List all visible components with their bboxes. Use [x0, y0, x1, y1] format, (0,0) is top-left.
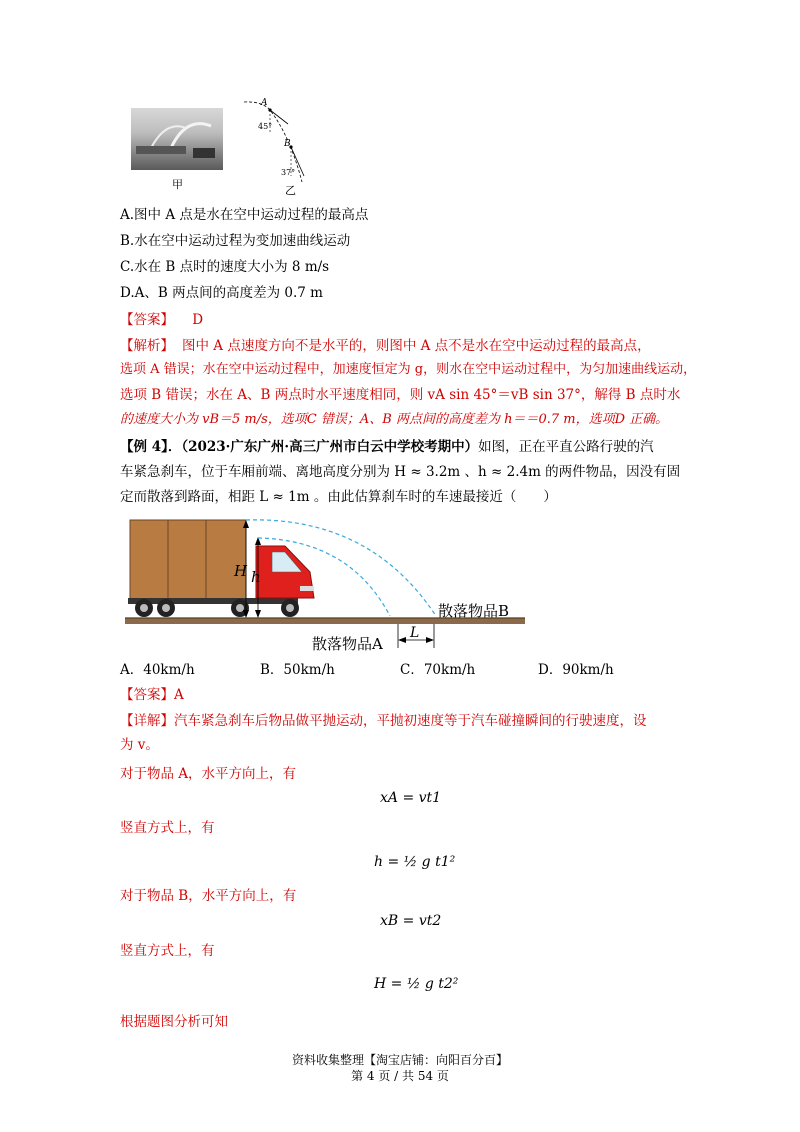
equation-3: xB = vt2 — [380, 913, 442, 929]
option-a-prev: A.图中 A 点是水在空中运动过程的最高点 — [120, 207, 369, 223]
detail-item-b: 对于物品 B，水平方向上，有 — [120, 888, 297, 904]
detail-tag: 【详解】 — [120, 713, 174, 729]
example4-label: 【例 4】． — [120, 439, 182, 455]
label-item-A: 散落物品A — [312, 635, 383, 653]
choice-d: D．90km/h — [538, 662, 614, 678]
answer-prev-tag: 【答案】 — [120, 312, 174, 328]
cargo-box — [130, 520, 246, 600]
example4-line1 — [120, 437, 654, 457]
diagram-label-a: A — [261, 98, 268, 108]
choice-a: A．40km/h — [120, 662, 195, 678]
answer-value: A — [174, 687, 184, 703]
example4-text1: 如图，正在平直公路行驶的汽 — [478, 439, 654, 455]
detail-line1 — [120, 711, 647, 731]
footer-line2: 第 4 页 / 共 54 页 — [351, 1069, 449, 1083]
equation-2: h = ½ g t1² — [374, 854, 456, 870]
detail-conclusion: 根据题图分析可知 — [120, 1014, 228, 1030]
label-item-B: 散落物品B — [438, 602, 510, 620]
label-L: L — [410, 625, 420, 641]
answer-prev-value: D — [192, 312, 204, 328]
equation-1: xA = vt1 — [380, 790, 442, 806]
diagram-label-b: B — [284, 139, 291, 149]
example4-text3: 定而散落到路面，相距 L ≈ 1m 。由此估算刹车时的车速最接近（ ） — [120, 489, 557, 505]
diagram-angle-a: 45° — [258, 122, 273, 131]
detail-text1: 汽车紧急刹车后物品做平抛运动，平抛初速度等于汽车碰撞瞬间的行驶速度，设 — [174, 713, 647, 729]
detail-item-a: 对于物品 A，水平方向上，有 — [120, 766, 297, 782]
example4-source: （2023·广东广州·高三广州市白云中学校考期中） — [181, 439, 479, 455]
analysis-prev-line4: 的速度大小为 vB＝5 m/s，选项C 错误；A、B 两点间的高度差为 h＝＝0.7 m，选项D 正确。 — [120, 412, 669, 427]
option-c-prev: C.水在 B 点时的速度大小为 8 m/s — [120, 259, 330, 275]
label-h: h — [251, 568, 261, 586]
footer-line1: 资料收集整理【淘宝店铺：向阳百分百】 — [291, 1053, 508, 1067]
label-H: H — [234, 562, 248, 580]
trajectory-diagram — [240, 96, 320, 188]
option-b-prev: B.水在空中运动过程为变加速曲线运动 — [120, 233, 351, 249]
detail-vertical-b: 竖直方式上，有 — [120, 943, 215, 959]
choice-c: C．70km/h — [400, 662, 476, 678]
analysis-prev-tag: 【解析】 — [120, 338, 174, 354]
photo-content — [131, 108, 223, 170]
analysis-prev-text1: 图中 A 点速度方向不是水平的，则图中 A 点不是水在空中运动过程的最高点， — [182, 338, 651, 354]
photo-caption: 甲 — [172, 178, 183, 191]
detail-vertical-a: 竖直方式上，有 — [120, 820, 215, 836]
diagram-caption: 乙 — [285, 184, 296, 197]
water-cannon-photo — [131, 108, 223, 170]
truck-chassis — [128, 598, 298, 604]
choice-b: B．50km/h — [260, 662, 335, 678]
option-d-prev: D.A、B 两点间的高度差为 0.7 m — [120, 285, 323, 301]
diagram-angle-b: 37° — [281, 168, 296, 177]
analysis-prev-line1 — [120, 336, 651, 356]
analysis-prev-line2: 选项 A 错误；水在空中运动过程中，加速度恒定为 g，则水在空中运动过程中，为匀加速曲线运动， — [120, 362, 697, 377]
example4-text2: 车紧急刹车，位于车厢前端、离地高度分别为 H ≈ 3.2m 、h ≈ 2.4m 的两件物品，因没有固 — [120, 464, 681, 480]
answer — [120, 685, 184, 705]
detail-line2: 为 v。 — [120, 737, 159, 753]
answer-prev — [120, 310, 203, 330]
analysis-prev-line3: 选项 B 错误；水在 A、B 两点时水平速度相同，则 vA sin 45°＝vB sin 37°，解得 B 点时水 — [120, 387, 681, 403]
equation-4: H = ½ g t2² — [374, 976, 459, 992]
answer-tag: 【答案】 — [120, 687, 174, 703]
